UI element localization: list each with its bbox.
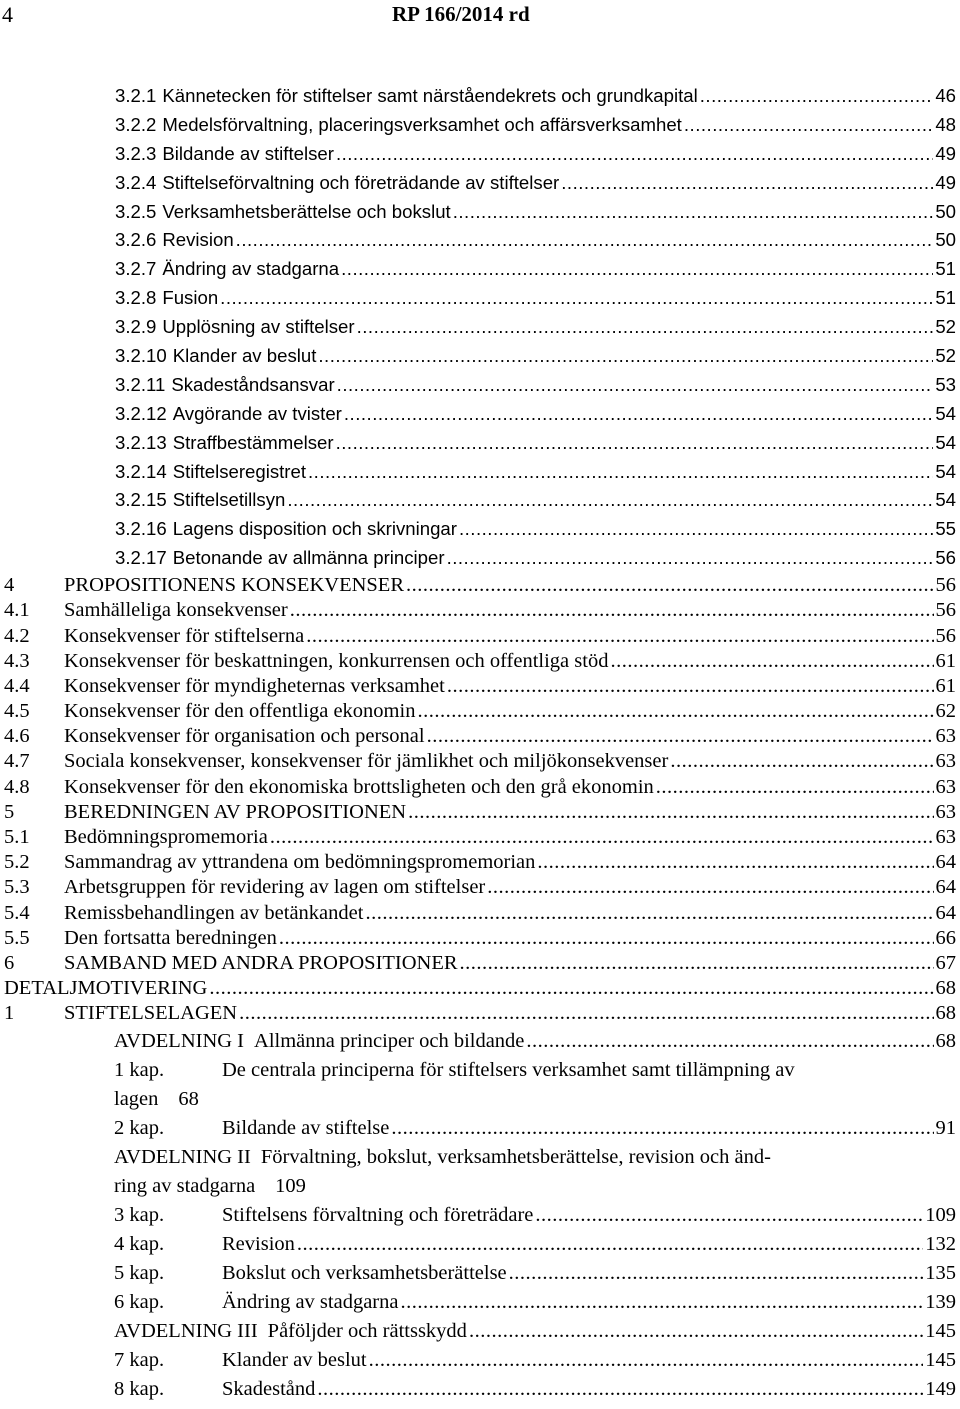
toc-entry-title: Skadestånd [222,1377,316,1400]
toc-entry-title: Konsekvenser för myndigheternas verksamhet [64,674,445,697]
toc-entry-page: 54 [935,431,956,453]
toc-entry-page: 63 [935,750,956,773]
toc-entry-number: 3.2.12 [115,402,167,424]
toc-entry-page: 139 [925,1290,956,1313]
toc-entry-number: 4.6 [4,725,30,748]
toc-entry-kap-8[interactable] [0,1375,960,1404]
toc-entry[interactable] [0,724,960,749]
leader-dots [408,800,933,825]
toc-entry-number: 5.1 [4,826,30,849]
toc-entry[interactable] [0,598,960,623]
toc-entry-title: Konsekvenser för stiftelserna [64,624,305,647]
toc-entry-number: 3.2.9 [115,316,157,338]
toc-entry-number: 3.2.7 [115,258,157,280]
toc-entry[interactable] [0,515,960,544]
toc-entry-page: 135 [925,1261,956,1284]
leader-dots [317,1375,923,1404]
leader-dots [453,198,934,227]
leader-dots [357,313,934,342]
toc-entry-page: 51 [935,287,956,309]
toc-entry-page: 50 [935,200,956,222]
leader-dots [341,255,933,284]
toc-entry-number: AVDELNING II [114,1145,251,1168]
toc-entry[interactable] [0,544,960,573]
leader-dots [287,486,933,515]
toc-entry-title: SAMBAND MED ANDRA PROPOSITIONER [64,951,458,974]
toc-entry-number: 4.3 [4,649,30,672]
toc-entry-page: 54 [935,460,956,482]
toc-entry-number: 3.2.5 [115,200,157,222]
toc-entry-title: Kännetecken för stiftelser samt närståendekrets och grundkapital [162,85,698,106]
toc-entry-number: 4.5 [4,700,30,723]
toc-entry-title: Skadeståndsansvar [171,373,335,395]
table-of-contents [0,82,960,1404]
toc-entry-number: 5 [4,800,15,823]
toc-entry-title: STIFTELSELAGEN [64,1002,238,1025]
leader-dots [308,458,933,487]
leader-dots [406,573,934,598]
toc-entry-stiftelselagen[interactable] [0,1001,960,1026]
toc-entry-number: 3.2.1 [115,85,157,106]
toc-entry-page: 109 [925,1203,956,1226]
toc-entry[interactable] [0,901,960,926]
toc-entry-number: 8 kap. [114,1377,165,1400]
toc-entry-title: Revision [222,1232,295,1255]
toc-entry[interactable] [0,140,960,169]
toc-entry-title: Stiftelseförvaltning och företrädande av stiftelser [162,171,560,193]
toc-entry-title: Ändring av stadgarna [222,1290,399,1313]
toc-entry-page: 63 [935,725,956,748]
leader-dots [344,400,933,429]
toc-entry-number: 3.2.8 [115,287,157,309]
toc-entry-page: 68 [935,1029,956,1052]
toc-entry[interactable] [0,624,960,649]
toc-entry-page: 56 [935,599,956,622]
leader-dots [537,850,933,875]
toc-entry[interactable] [0,649,960,674]
toc-entry[interactable] [0,458,960,487]
toc-entry-continuation[interactable] [0,1172,960,1201]
toc-entry-number: 7 kap. [114,1348,165,1371]
toc-entry-title: Remissbehandlingen av betänkandet [64,901,364,924]
toc-entry-page: 52 [935,345,956,367]
toc-entry-page: 145 [925,1348,956,1371]
toc-entry[interactable] [0,674,960,699]
toc-entry-title: Bokslut och verksamhetsberättelse [222,1261,507,1284]
toc-entry-title: BEREDNINGEN AV PROPOSITIONEN [64,800,407,823]
leader-dots [297,1230,923,1259]
toc-entry[interactable] [0,749,960,774]
toc-entry[interactable] [0,573,960,598]
toc-entry-kap-3[interactable] [0,1201,960,1230]
toc-entry[interactable] [0,198,960,227]
toc-entry-title-continued: lagen [114,1087,159,1110]
toc-entry[interactable] [0,313,960,342]
toc-entry-number: 4 kap. [114,1232,165,1255]
toc-entry-page: 68 [178,1087,199,1110]
leader-dots [670,749,933,774]
toc-entry[interactable] [0,825,960,850]
leader-dots [318,342,933,371]
leader-dots [236,226,934,255]
toc-entry-page: 46 [935,85,956,106]
toc-entry-page: 55 [935,518,956,540]
toc-entry-page: 63 [935,775,956,798]
toc-entry[interactable] [0,951,960,976]
toc-entry-number: 4.2 [4,624,30,647]
toc-entry-page: 51 [935,258,956,280]
toc-entry-number: 3.2.6 [115,229,157,251]
toc-entry-page: 56 [935,547,956,569]
toc-entry-continuation[interactable] [0,1085,960,1114]
toc-entry-number: 6 [4,951,15,974]
toc-entry-page: 50 [935,229,956,251]
toc-entry[interactable] [0,111,960,140]
toc-entry-detaljmotivering[interactable] [0,976,960,1001]
toc-entry[interactable] [0,429,960,458]
toc-entry-number: 5.2 [4,851,30,874]
leader-dots [447,544,934,573]
toc-entry-kap-1[interactable] [0,1056,960,1085]
toc-entry-title: Verksamhetsberättelse och bokslut [162,200,451,222]
leader-dots [369,1346,924,1375]
toc-entry-title: PROPOSITIONENS KONSEKVENSER [64,574,404,597]
toc-entry-number: 4.7 [4,750,30,773]
toc-entry-page: 52 [935,316,956,338]
toc-entry-page: 63 [935,826,956,849]
toc-entry[interactable] [0,400,960,429]
toc-entry-number: 3.2.11 [115,373,166,395]
page-number: 4 [2,2,13,27]
toc-entry-page: 49 [935,171,956,193]
toc-entry-number: 3.2.14 [115,460,167,482]
document-reference: RP 166/2014 rd [392,2,530,26]
toc-entry-kap-4[interactable] [0,1230,960,1259]
toc-entry[interactable] [0,775,960,800]
toc-entry-number: 4.1 [4,599,30,622]
toc-entry-title: De centrala principerna för stiftelsers verksamhet samt tillämpning av [222,1058,795,1081]
leader-dots [487,875,933,900]
leader-dots [391,1114,933,1143]
toc-entry-page: 62 [935,700,956,723]
toc-entry-page: 67 [935,951,956,974]
toc-entry-number: 6 kap. [114,1290,165,1313]
toc-entry-title: Stiftelsetillsyn [172,489,286,511]
toc-entry-number: 2 kap. [114,1116,165,1139]
leader-dots [417,699,933,724]
toc-entry-avdelning-3[interactable] [0,1317,960,1346]
toc-entry-page: 61 [935,649,956,672]
toc-entry[interactable] [0,82,960,111]
toc-entry-page: 109 [275,1174,306,1197]
toc-entry[interactable] [0,875,960,900]
toc-entry-page: 56 [935,624,956,647]
toc-entry-number: 3.2.16 [115,518,167,540]
toc-entry-page: 54 [935,402,956,424]
toc-entry-title: Sammandrag av yttrandena om bedömningspromemorian [64,851,536,874]
leader-dots [220,284,933,313]
leader-dots [469,1317,923,1346]
toc-entry-title: Konsekvenser för organisation och personal [64,725,425,748]
toc-entry-number: 5.3 [4,876,30,899]
toc-entry[interactable] [0,800,960,825]
leader-dots [656,775,934,800]
toc-entry-title: Arbetsgruppen för revidering av lagen om stiftelser [64,876,486,899]
toc-entry[interactable] [0,926,960,951]
toc-entry-title: Sociala konsekvenser, konsekvenser för jämlikhet och miljökonsekvenser [64,750,669,773]
toc-entry-kap-5[interactable] [0,1259,960,1288]
toc-entry-page: 64 [935,901,956,924]
toc-entry-number: 3.2.13 [115,431,167,453]
toc-entry-number: 4 [4,574,15,597]
toc-entry-title: Upplösning av stiftelser [162,316,355,338]
toc-entry-title: Påföljder och rättsskydd [267,1319,467,1342]
toc-entry-number: 3.2.17 [115,547,167,569]
toc-entry-page: 61 [935,674,956,697]
toc-entry[interactable] [0,850,960,875]
toc-entry-title: Bildande av stiftelse [222,1116,390,1139]
leader-dots [535,1201,923,1230]
toc-entry-title: Allmänna principer och bildande [254,1029,525,1052]
toc-entry-title: Fusion [162,287,219,309]
toc-entry-title: Lagens disposition och skrivningar [172,518,457,540]
toc-entry-page: 132 [925,1232,956,1255]
toc-entry[interactable] [0,284,960,313]
leader-dots [561,169,933,198]
toc-entry-page: 63 [935,800,956,823]
toc-section-list [0,573,960,976]
leader-dots [684,111,933,140]
toc-entry-title: Bildande av stiftelser [162,142,334,164]
toc-entry-page: 91 [935,1116,956,1139]
toc-entry-kap-6[interactable] [0,1288,960,1317]
toc-entry-avdelning-1[interactable] [0,1027,960,1056]
toc-entry-title-continued: ring av stadgarna [114,1174,256,1197]
toc-entry-page: 54 [935,489,956,511]
toc-entry-kap-2[interactable] [0,1114,960,1143]
toc-entry-kap-7[interactable] [0,1346,960,1375]
toc-entry-page: 68 [935,1002,956,1025]
toc-entry-number: 5.5 [4,926,30,949]
toc-entry-number: 5 kap. [114,1261,165,1284]
toc-entry[interactable] [0,169,960,198]
toc-entry-title: Konsekvenser för beskattningen, konkurrensen och offentliga stöd [64,649,609,672]
toc-entry-number: 5.4 [4,901,30,924]
toc-entry[interactable] [0,371,960,400]
toc-entry-number: 3.2.15 [115,489,167,511]
toc-entry-title: DETALJMOTIVERING [4,977,208,1000]
toc-entry-number: 4.8 [4,775,30,798]
toc-entry-number: AVDELNING III [114,1319,258,1342]
toc-entry-number: 3 kap. [114,1203,165,1226]
toc-entry-number: AVDELNING I [114,1029,245,1052]
toc-entry-title: Konsekvenser för den offentliga ekonomin [64,700,416,723]
leader-dots [279,926,934,951]
toc-entry-title: Betonande av allmänna principer [172,547,445,569]
toc-entry-avdelning-2[interactable] [0,1143,960,1172]
toc-entry[interactable] [0,699,960,724]
leader-dots [427,724,934,749]
toc-entry-title: Klander av beslut [172,345,317,367]
leader-dots [460,951,934,976]
toc-entry-title: Förvaltning, bokslut, verksamhetsberättelse, revision och änd- [260,1145,771,1168]
toc-entry-number: 3.2.10 [115,345,167,367]
toc-entry-number: 1 kap. [114,1058,165,1081]
toc-entry-page: 64 [935,876,956,899]
leader-dots [526,1027,933,1056]
toc-entry-title: Konsekvenser för den ekonomiska brottsligheten och den grå ekonomin [64,775,654,798]
leader-dots [290,598,934,623]
toc-entry-title: Medelsförvaltning, placeringsverksamhet och affärsverksamhet [162,113,682,135]
toc-entry-page: 49 [935,142,956,164]
toc-entry-title: Samhälleliga konsekvenser [64,599,288,622]
leader-dots [336,140,933,169]
leader-dots [239,1001,933,1026]
toc-entry-title: Den fortsatta beredningen [64,926,277,949]
toc-entry-title: Stiftelseregistret [172,460,307,482]
toc-entry-title: Stiftelsens förvaltning och företrädare [222,1203,534,1226]
toc-entry[interactable] [0,255,960,284]
leader-dots [610,649,933,674]
toc-entry-title: Klander av beslut [222,1348,367,1371]
toc-entry-number: 4.4 [4,674,30,697]
toc-entry-page: 145 [925,1319,956,1342]
leader-dots [336,429,934,458]
toc-entry-page: 48 [935,113,956,135]
toc-entry-page: 149 [925,1377,956,1400]
leader-dots [306,624,933,649]
toc-entry-title: Avgörande av tvister [172,402,342,424]
toc-entry-page: 64 [935,851,956,874]
toc-entry[interactable] [0,342,960,371]
toc-entry-page: 66 [935,926,956,949]
toc-entry-page: 56 [935,574,956,597]
toc-entry-title: Bedömningspromemoria [64,826,268,849]
toc-entry-number: 1 [4,1002,15,1025]
toc-entry-number: 3.2.3 [115,142,157,164]
toc-entry-number: 3.2.4 [115,171,157,193]
leader-dots [209,976,933,1001]
toc-entry-page: 68 [935,977,956,1000]
leader-dots [509,1259,924,1288]
toc-entry-title: Straffbestämmelser [172,431,334,453]
toc-entry[interactable] [0,486,960,515]
toc-subsection-list [0,82,960,573]
leader-dots [459,515,933,544]
page-header [0,0,960,30]
toc-entry-page: 53 [935,373,956,395]
leader-dots [400,1288,923,1317]
toc-entry-number: 3.2.2 [115,113,157,135]
toc-entry-title: Ändring av stadgarna [162,258,340,280]
leader-dots [700,82,934,111]
leader-dots [365,901,933,926]
leader-dots [270,825,934,850]
toc-entry-title: Revision [162,229,234,251]
leader-dots [447,674,934,699]
toc-entry[interactable] [0,226,960,255]
leader-dots [337,371,934,400]
